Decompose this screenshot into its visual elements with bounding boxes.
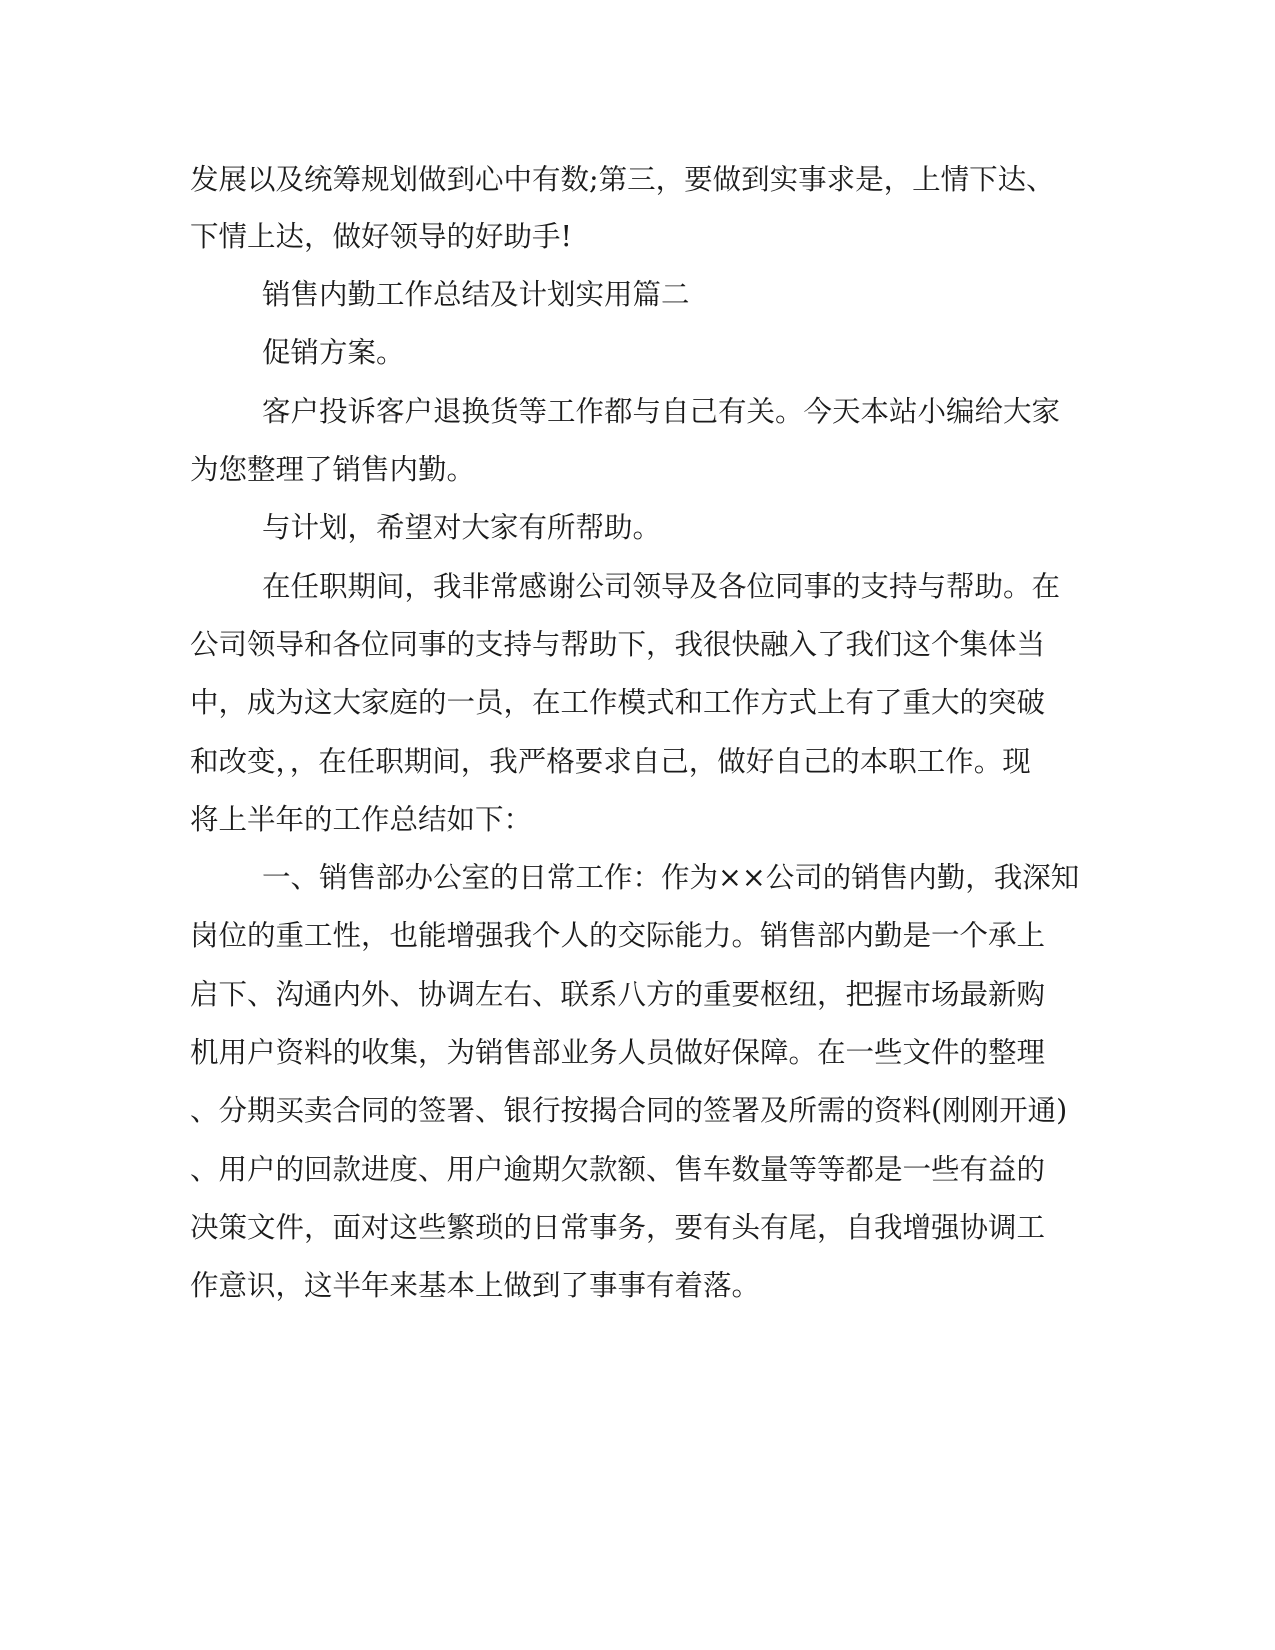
paragraph-line: 启下、沟通内外、协调左右、联系八方的重要枢纽，把握市场最新购: [190, 978, 1046, 1011]
paragraph-line: 将上半年的工作总结如下：: [190, 803, 533, 836]
paragraph-line: 促销方案。: [262, 336, 405, 369]
paragraph-line: 在任职期间，我非常感谢公司领导及各位同事的支持与帮助。在: [262, 570, 1061, 603]
paragraph-line: 和改变，，在任职期间，我严格要求自己，做好自己的本职工作。现: [190, 745, 1031, 778]
paragraph-line: 决策文件，面对这些繁琐的日常事务，要有头有尾，自我增强协调工: [190, 1211, 1046, 1244]
paragraph-line: 机用户资料的收集，为销售部业务人员做好保障。在一些文件的整理: [190, 1036, 1046, 1069]
paragraph-line: 为您整理了销售内勤。: [190, 453, 476, 486]
paragraph-line: 下情上达，做好领导的好助手!: [190, 220, 572, 253]
section-heading: 销售内勤工作总结及计划实用篇二: [262, 278, 690, 311]
paragraph-line: 、分期买卖合同的签署、银行按揭合同的签署及所需的资料(刚刚开通): [190, 1094, 1068, 1127]
paragraph-line: 公司领导和各位同事的支持与帮助下，我很快融入了我们这个集体当: [190, 628, 1046, 661]
paragraph-line: 中，成为这大家庭的一员，在工作模式和工作方式上有了重大的突破: [190, 686, 1046, 719]
paragraph-line: 客户投诉客户退换货等工作都与自己有关。今天本站小编给大家: [262, 395, 1061, 428]
paragraph-line: 作意识，这半年来基本上做到了事事有着落。: [190, 1269, 761, 1302]
paragraph-line: 、用户的回款进度、用户逾期欠款额、售车数量等等都是一些有益的: [190, 1153, 1046, 1186]
paragraph-line: 一、销售部办公室的日常工作：作为××公司的销售内勤，我深知: [262, 861, 1080, 894]
paragraph-line: 岗位的重工性，也能增强我个人的交际能力。销售部内勤是一个承上: [190, 919, 1046, 952]
paragraph-line: 发展以及统筹规划做到心中有数;第三，要做到实事求是，上情下达、: [190, 163, 1055, 196]
paragraph-line: 与计划，希望对大家有所帮助。: [262, 511, 662, 544]
